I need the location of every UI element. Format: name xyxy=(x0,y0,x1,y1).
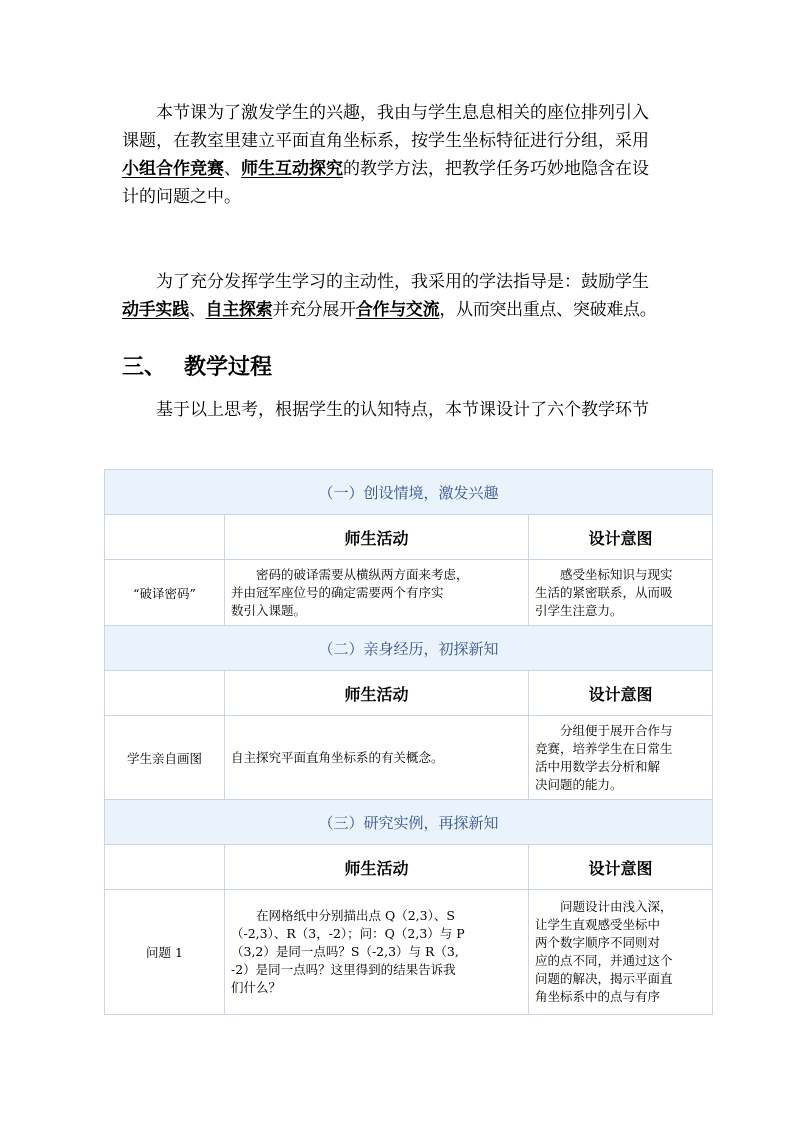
header-intent: 设计意图 xyxy=(529,671,713,716)
section-title-row xyxy=(105,626,713,671)
separator: 、 xyxy=(188,300,206,320)
cell-line: 并由冠军座位号的确定需要两个有序实 xyxy=(231,584,444,600)
header-empty-cell xyxy=(105,671,225,716)
cell-line: 问题的解决，揭示平面直 xyxy=(535,971,673,986)
separator: 、 xyxy=(224,159,241,179)
text-segment: 的教学方法，把教学任务巧妙地隐含在设 xyxy=(343,159,649,179)
cell-line: 们什么？ xyxy=(231,980,282,995)
cell-line: 两个数字顺序不同则对 xyxy=(535,935,661,950)
section-title-row xyxy=(105,470,713,515)
cell-line: 生活的紧密联系，从而吸 xyxy=(535,584,673,600)
emphasis-text: 动手实践 xyxy=(122,300,189,320)
intent-cell xyxy=(529,890,713,1015)
cell-line: （-2,3）、R（3，-2）；问：Q（2,3）与 P xyxy=(231,926,465,941)
cell-line: 自主探究平面直角坐标系的有关概念。 xyxy=(231,749,444,765)
cell-line: 问题设计由浅入深， xyxy=(535,899,673,914)
text-segment: ，从而突出重点、突破难点。 xyxy=(439,300,657,320)
text-line: 本节课为了激发学生的兴趣，我由与学生息息相关的座位排列引入 xyxy=(156,103,649,123)
paragraph-learning xyxy=(122,268,702,324)
text-segment: 并充分展开 xyxy=(272,300,356,320)
cell-line: 竞赛，培养学生在日常生 xyxy=(535,740,673,756)
section-title: （三）研究实例，再探新知 xyxy=(105,800,713,845)
teaching-plan-table xyxy=(104,469,713,1015)
cell-line: 分组便于展开合作与 xyxy=(535,722,673,738)
text-line: 计的问题之中。 xyxy=(122,187,241,207)
heading-text: 教学过程 xyxy=(184,355,273,380)
activity-cell xyxy=(225,716,529,800)
heading-number: 三、 xyxy=(122,355,167,380)
text-line xyxy=(122,155,702,183)
header-row xyxy=(105,515,713,560)
cell-line: 让学生直观感受坐标中 xyxy=(535,917,661,932)
header-intent: 设计意图 xyxy=(529,515,713,560)
cell-line: -2）是同一点吗？这里得到的结果告诉我 xyxy=(231,962,456,977)
activity-cell xyxy=(225,890,529,1015)
header-row xyxy=(105,671,713,716)
header-empty-cell xyxy=(105,845,225,890)
section-heading xyxy=(122,350,272,381)
cell-line: （3,2）是同一点吗？S（-2,3）与 R（3, xyxy=(231,944,459,959)
header-intent: 设计意图 xyxy=(529,845,713,890)
emphasis-text: 合作与交流 xyxy=(355,300,440,320)
cell-line: 决问题的能力。 xyxy=(535,776,623,792)
emphasis-text: 师生互动探究 xyxy=(241,159,343,179)
row-label: 问题 1 xyxy=(105,890,225,1015)
text-line: 课题，在教室里建立平面直角坐标系，按学生坐标特征进行分组，采用 xyxy=(122,131,649,151)
text-line: 基于以上思考，根据学生的认知特点，本节课设计了六个教学环节 xyxy=(156,400,649,420)
row-label: “破译密码” xyxy=(105,560,225,626)
intent-cell xyxy=(529,716,713,800)
cell-line: 活中用数学去分析和解 xyxy=(535,758,661,774)
table-row xyxy=(105,560,713,626)
paragraph-intro xyxy=(122,396,702,424)
cell-line: 引学生注意力。 xyxy=(535,602,623,618)
header-empty-cell xyxy=(105,515,225,560)
table-row xyxy=(105,716,713,800)
activity-cell xyxy=(225,560,529,626)
cell-line: 密码的破译需要从横纵两方面来考虑， xyxy=(231,566,469,582)
cell-line: 数引入课题。 xyxy=(231,602,307,618)
row-label: 学生亲自画图 xyxy=(105,716,225,800)
section-title: （一）创设情境，激发兴趣 xyxy=(105,470,713,515)
cell-line: 在网格纸中分别描出点 Q（2,3）、S xyxy=(231,908,455,923)
emphasis-text: 自主探索 xyxy=(205,300,273,320)
text-line: 为了充分发挥学生学习的主动性，我采用的学法指导是：鼓励学生 xyxy=(156,272,649,292)
cell-line: 角坐标系中的点与有序 xyxy=(535,989,661,1004)
header-activity: 师生活动 xyxy=(225,845,529,890)
emphasis-text: 小组合作竞赛 xyxy=(122,159,224,179)
cell-line: 应的点不同，并通过这个 xyxy=(535,953,673,968)
header-activity: 师生活动 xyxy=(225,515,529,560)
intent-cell xyxy=(529,560,713,626)
header-activity: 师生活动 xyxy=(225,671,529,716)
table-row xyxy=(105,890,713,1015)
paragraph-method xyxy=(122,99,702,211)
section-title: （二）亲身经历，初探新知 xyxy=(105,626,713,671)
section-title-row xyxy=(105,800,713,845)
text-line xyxy=(122,296,702,324)
header-row xyxy=(105,845,713,890)
cell-line: 感受坐标知识与现实 xyxy=(535,566,673,582)
